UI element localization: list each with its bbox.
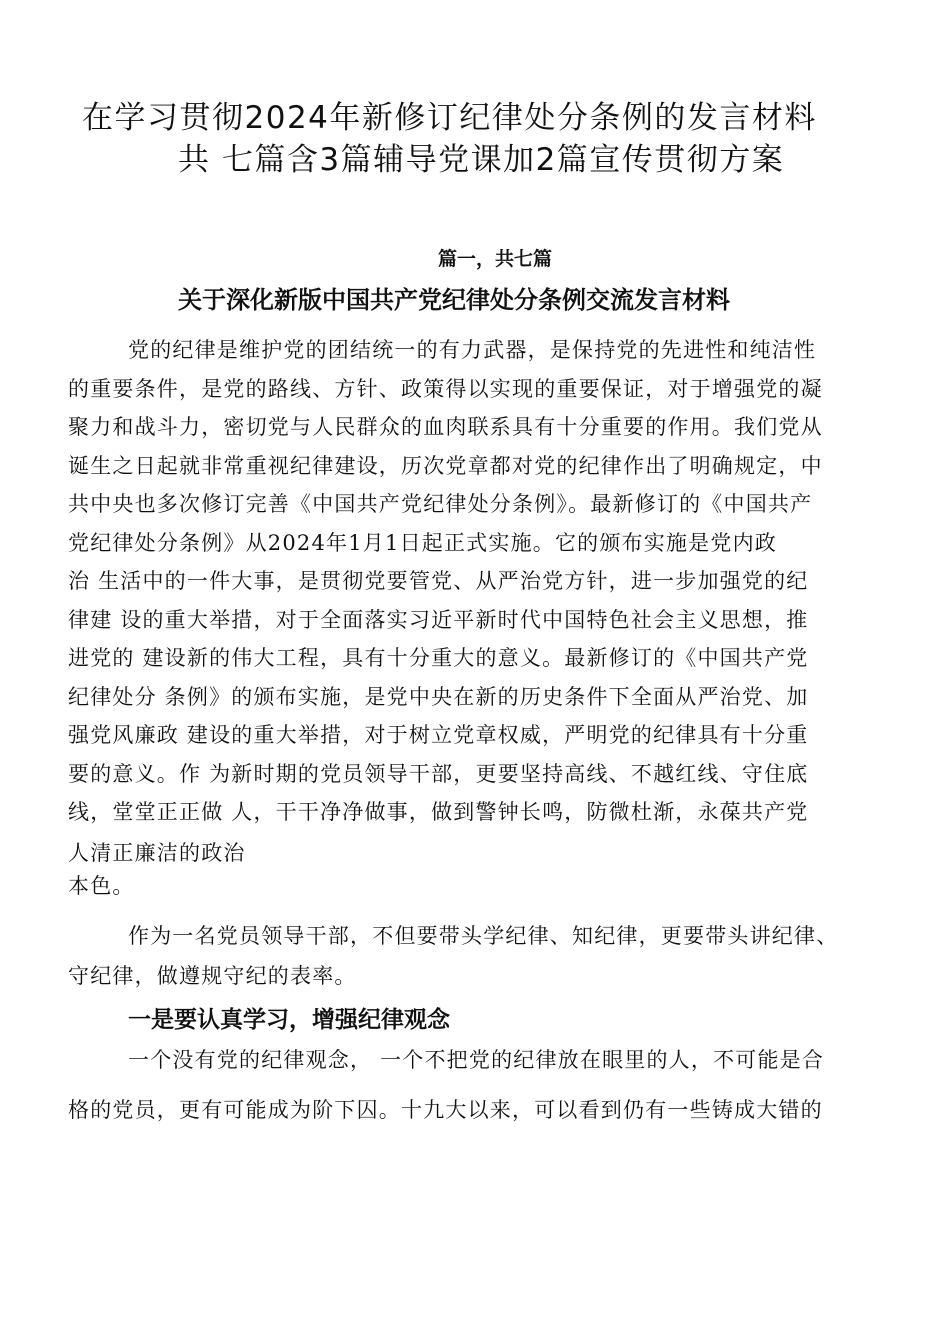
paragraph-2-line: 作为一名党员领导干部，不但要带头学纪律、知纪律，更要带头讲纪律、 [128,924,839,948]
paragraph-1-line: 律建 设的重大举措，对于全面落实习近平新时代中国特色社会主义思想，推 [68,608,809,632]
paragraph-3-line: 格的党员，更有可能成为阶下囚。十九大以来，可以看到仍有一些铸成大错的 [68,1098,823,1122]
paragraph-1-line: 的重要条件，是党的路线、方针、政策得以实现的重要保证，对于增强党的凝 [68,377,823,401]
paragraph-2-line: 守纪律，做遵规守纪的表率。 [68,964,357,988]
paragraph-1-line: 要的意义。作 为新时期的党员领导干部，更要坚持高线、不越红线、守住底 [68,762,809,786]
paragraph-3-line: 一个没有党的纪律观念， 一个不把党的纪律放在眼里的人，不可能是合 [128,1048,825,1072]
paragraph-1-line: 治 生活中的一件大事，是贯彻党要管党、从严治党方针，进一步加强党的纪 [68,569,809,593]
paragraph-1-line: 共中央也多次修订完善《中国共产党纪律处分条例》。最新修订的《中国共产 [68,492,813,516]
article-title: 关于深化新版中国共产党纪律处分条例交流发言材料 [178,286,730,314]
paragraph-1-line: 强党风廉政 建设的重大举措，对于树立党章权威，严明党的纪律具有十分重 [68,723,809,747]
document-title-line-2: 共 七篇含3篇辅导党课加2篇宣传贯彻方案 [178,142,785,178]
document-title-line-1: 在学习贯彻2024年新修订纪律处分条例的发言材料 [82,100,817,136]
subheading: 一是要认真学习，增强纪律观念 [128,1007,450,1033]
paragraph-1-line: 党的纪律是维护党的团结统一的有力武器，是保持党的先进性和纯洁性 [128,338,817,362]
paragraph-1-line: 线，堂堂正正做 人，干干净净做事，做到警钟长鸣，防微杜渐，永葆共产党 [68,800,809,824]
section-label: 篇一，共七篇 [438,248,553,270]
paragraph-1-line: 诞生之日起就非常重视纪律建设，历次党章都对党的纪律作出了明确规定，中 [68,454,823,478]
paragraph-1-line: 本色。 [68,874,135,898]
paragraph-1-line: 人清正廉洁的政治 [68,841,246,865]
paragraph-1-line: 聚力和战斗力，密切党与人民群众的血肉联系具有十分重要的作用。我们党从 [68,415,823,439]
paragraph-1-line: 纪律处分 条例》的颁布实施，是党中央在新的历史条件下全面从严治党、加 [68,685,809,709]
paragraph-1-line: 党纪律处分条例》从2024年1月1日起正式实施。它的颁布实施是党内政 [68,531,777,555]
paragraph-1-line: 进党的 建设新的伟大工程，具有十分重大的意义。最新修订的《中国共产党 [68,646,809,670]
